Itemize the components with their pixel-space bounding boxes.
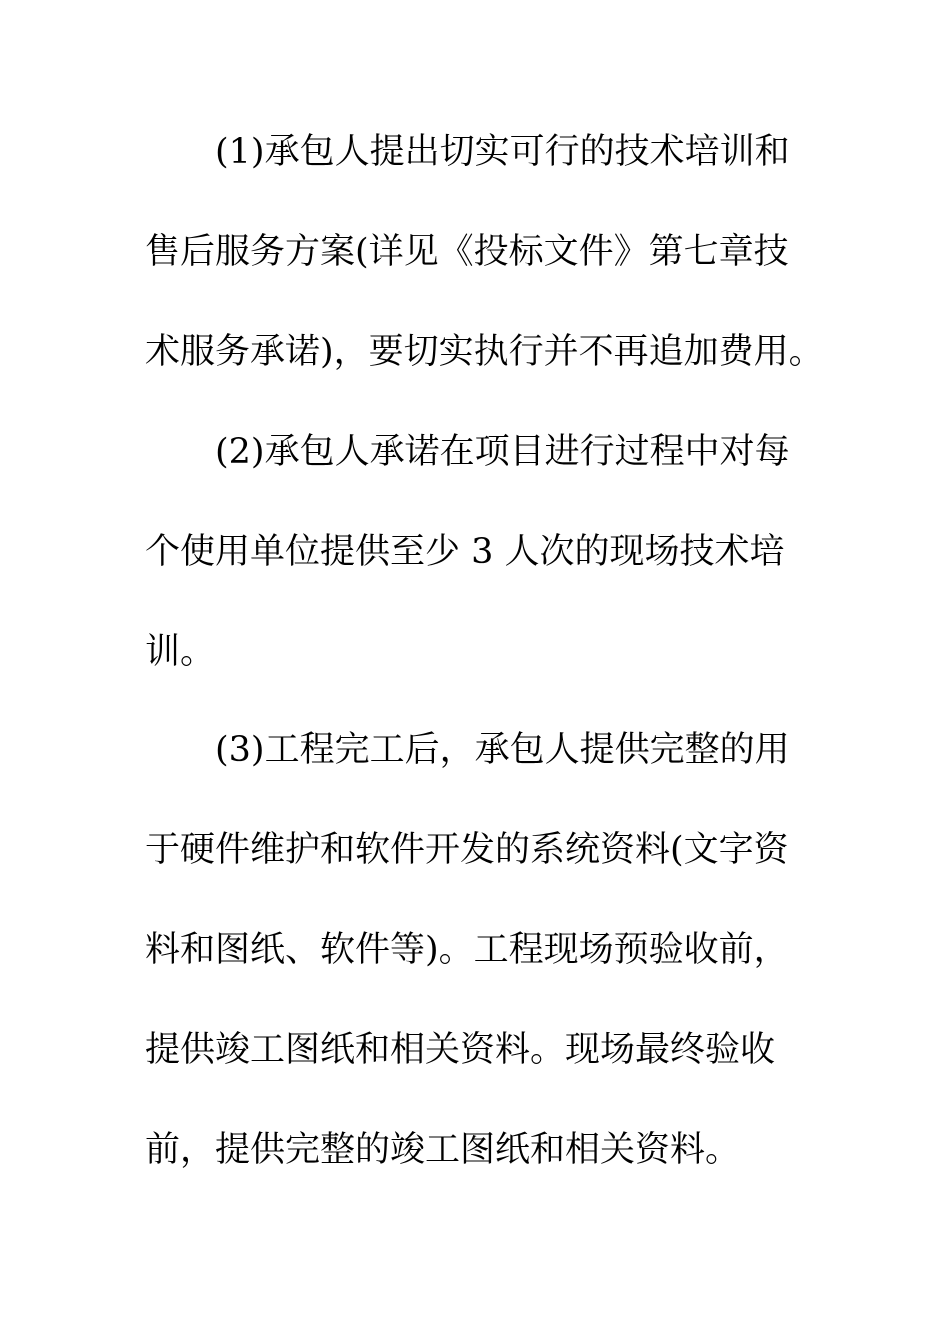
paragraph-3-line-1: (3)工程完工后，承包人提供完整的用 <box>215 730 790 770</box>
paragraph-2-line-2: 个使用单位提供至少 3 人次的现场技术培 <box>145 532 785 572</box>
paragraph-1-line-2: 售后服务方案(详见《投标文件》第七章技 <box>145 232 789 272</box>
paragraph-2-line-3: 训。 <box>145 632 216 672</box>
paragraph-1-line-3: 术服务承诺)，要切实执行并不再追加费用。 <box>145 332 824 372</box>
paragraph-3-line-5: 前，提供完整的竣工图纸和相关资料。 <box>145 1130 741 1170</box>
paragraph-2-line-1: (2)承包人承诺在项目进行过程中对每 <box>215 432 790 472</box>
paragraph-3-line-4: 提供竣工图纸和相关资料。现场最终验收 <box>145 1030 776 1070</box>
paragraph-1-line-1: (1)承包人提出切实可行的技术培训和 <box>215 132 790 172</box>
paragraph-3-line-3: 料和图纸、软件等)。工程现场预验收前， <box>145 930 789 970</box>
paragraph-3-line-2: 于硬件维护和软件开发的系统资料(文字资 <box>145 830 789 870</box>
